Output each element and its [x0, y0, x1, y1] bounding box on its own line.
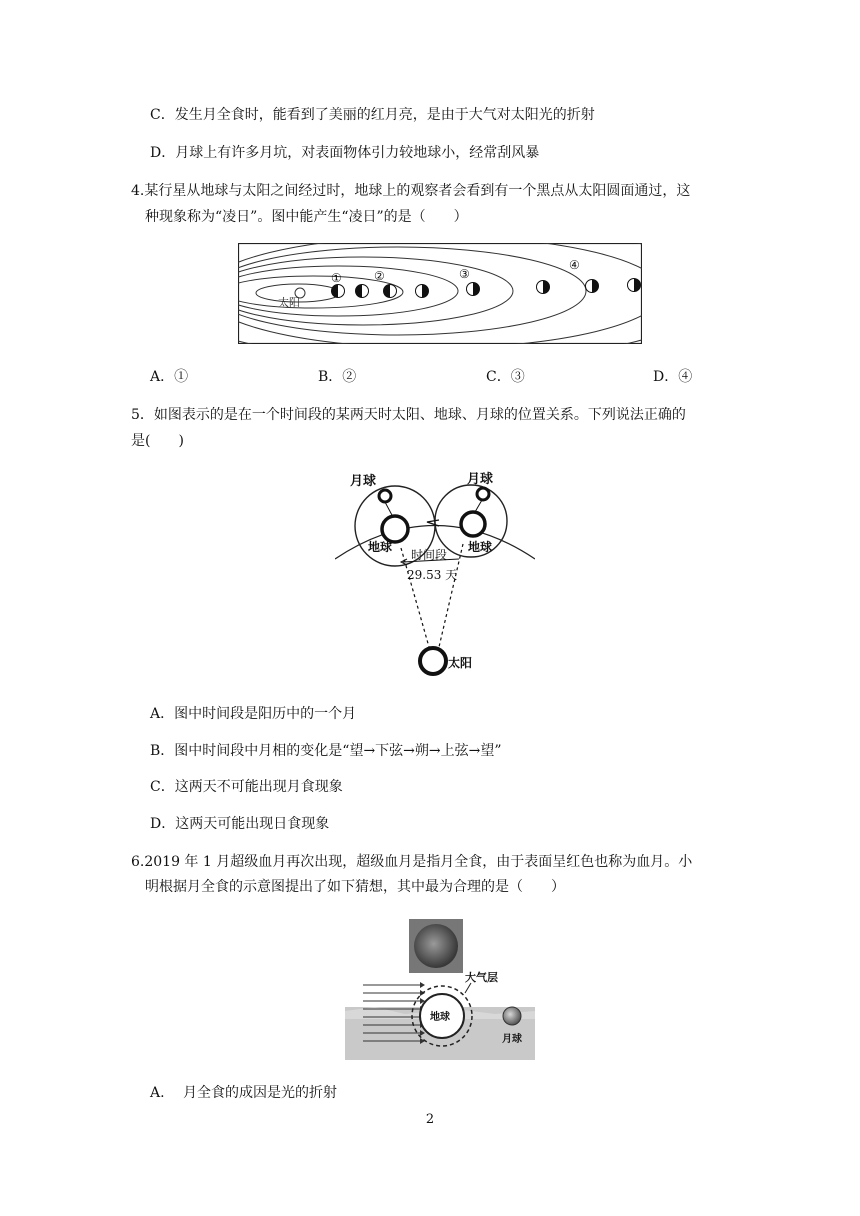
- marker-3: ③: [459, 267, 470, 281]
- marker-4: ④: [569, 258, 580, 272]
- earth-label-right: 地球: [468, 540, 493, 554]
- q5-stem-line2: 是( ): [131, 433, 184, 449]
- earth-right-icon: [461, 512, 485, 536]
- q4-orbit-figure: [238, 243, 642, 344]
- q6-stem-line1: 6.2019 年 1 月超级血月再次出现，超级血月是指月全食，由于表面呈红色也称为血月。小: [131, 854, 693, 870]
- q5-option-b[interactable]: B．图中时间段中月相的变化是“望→下弦→朔→上弦→望”: [150, 743, 502, 759]
- earth-label-left: 地球: [368, 540, 393, 554]
- prev-option-d: D．月球上有许多月坑，对表面物体引力较地球小，经常刮风暴: [150, 145, 540, 161]
- earth-left-icon: [382, 516, 408, 542]
- q4-stem-line1: 4.某行星从地球与太阳之间经过时，地球上的观察者会看到有一个黑点从太阳圆面通过，这: [131, 183, 691, 199]
- page-number: 2: [425, 1112, 435, 1127]
- q5-stem-line1: 5．如图表示的是在一个时间段的某两天时太阳、地球、月球的位置关系。下列说法正确的: [131, 407, 686, 423]
- period-value: 29.53 天: [407, 568, 458, 582]
- moon-icon: [503, 1007, 521, 1025]
- moon-label-left: 月球: [350, 474, 377, 489]
- moon-label-right: 月球: [467, 472, 494, 487]
- q5-option-d[interactable]: D．这两天可能出现日食现象: [150, 816, 330, 832]
- q6-stem-line2: 明根据月全食的示意图提出了如下猜想，其中最为合理的是（ ）: [145, 879, 565, 895]
- period-label: 时间段: [411, 548, 448, 562]
- marker-2: ②: [374, 269, 385, 283]
- sun-label: 太阳: [448, 656, 473, 670]
- q5-earth-moon-sun-figure: [335, 462, 535, 680]
- q4-option-c[interactable]: C．③: [486, 369, 525, 385]
- sun-label: 太阳: [278, 296, 300, 309]
- prev-option-c: C．发生月全食时，能看到了美丽的红月亮，是由于大气对太阳光的折射: [150, 107, 595, 123]
- q6-option-a[interactable]: A. 月全食的成因是光的折射: [150, 1085, 338, 1101]
- marker-1: ①: [331, 271, 342, 285]
- q5-option-a[interactable]: A．图中时间段是阳历中的一个月: [150, 706, 357, 722]
- moon-left-icon: [379, 490, 391, 502]
- q4-option-d[interactable]: D．④: [653, 369, 693, 385]
- sun-icon: [420, 648, 446, 674]
- q4-option-a[interactable]: A．①: [150, 369, 189, 385]
- q4-option-b[interactable]: B．②: [318, 369, 357, 385]
- q6-lunar-eclipse-figure: [345, 919, 535, 1060]
- atmosphere-label: 大气层: [465, 971, 498, 984]
- q4-stem-line2: 种现象称为“凌日”。图中能产生“凌日”的是（ ）: [145, 209, 468, 225]
- moon-label: 月球: [502, 1034, 522, 1045]
- q5-option-c[interactable]: C．这两天不可能出现月食现象: [150, 779, 343, 795]
- earth-label: 地球: [430, 1012, 450, 1023]
- moon-right-icon: [477, 488, 489, 500]
